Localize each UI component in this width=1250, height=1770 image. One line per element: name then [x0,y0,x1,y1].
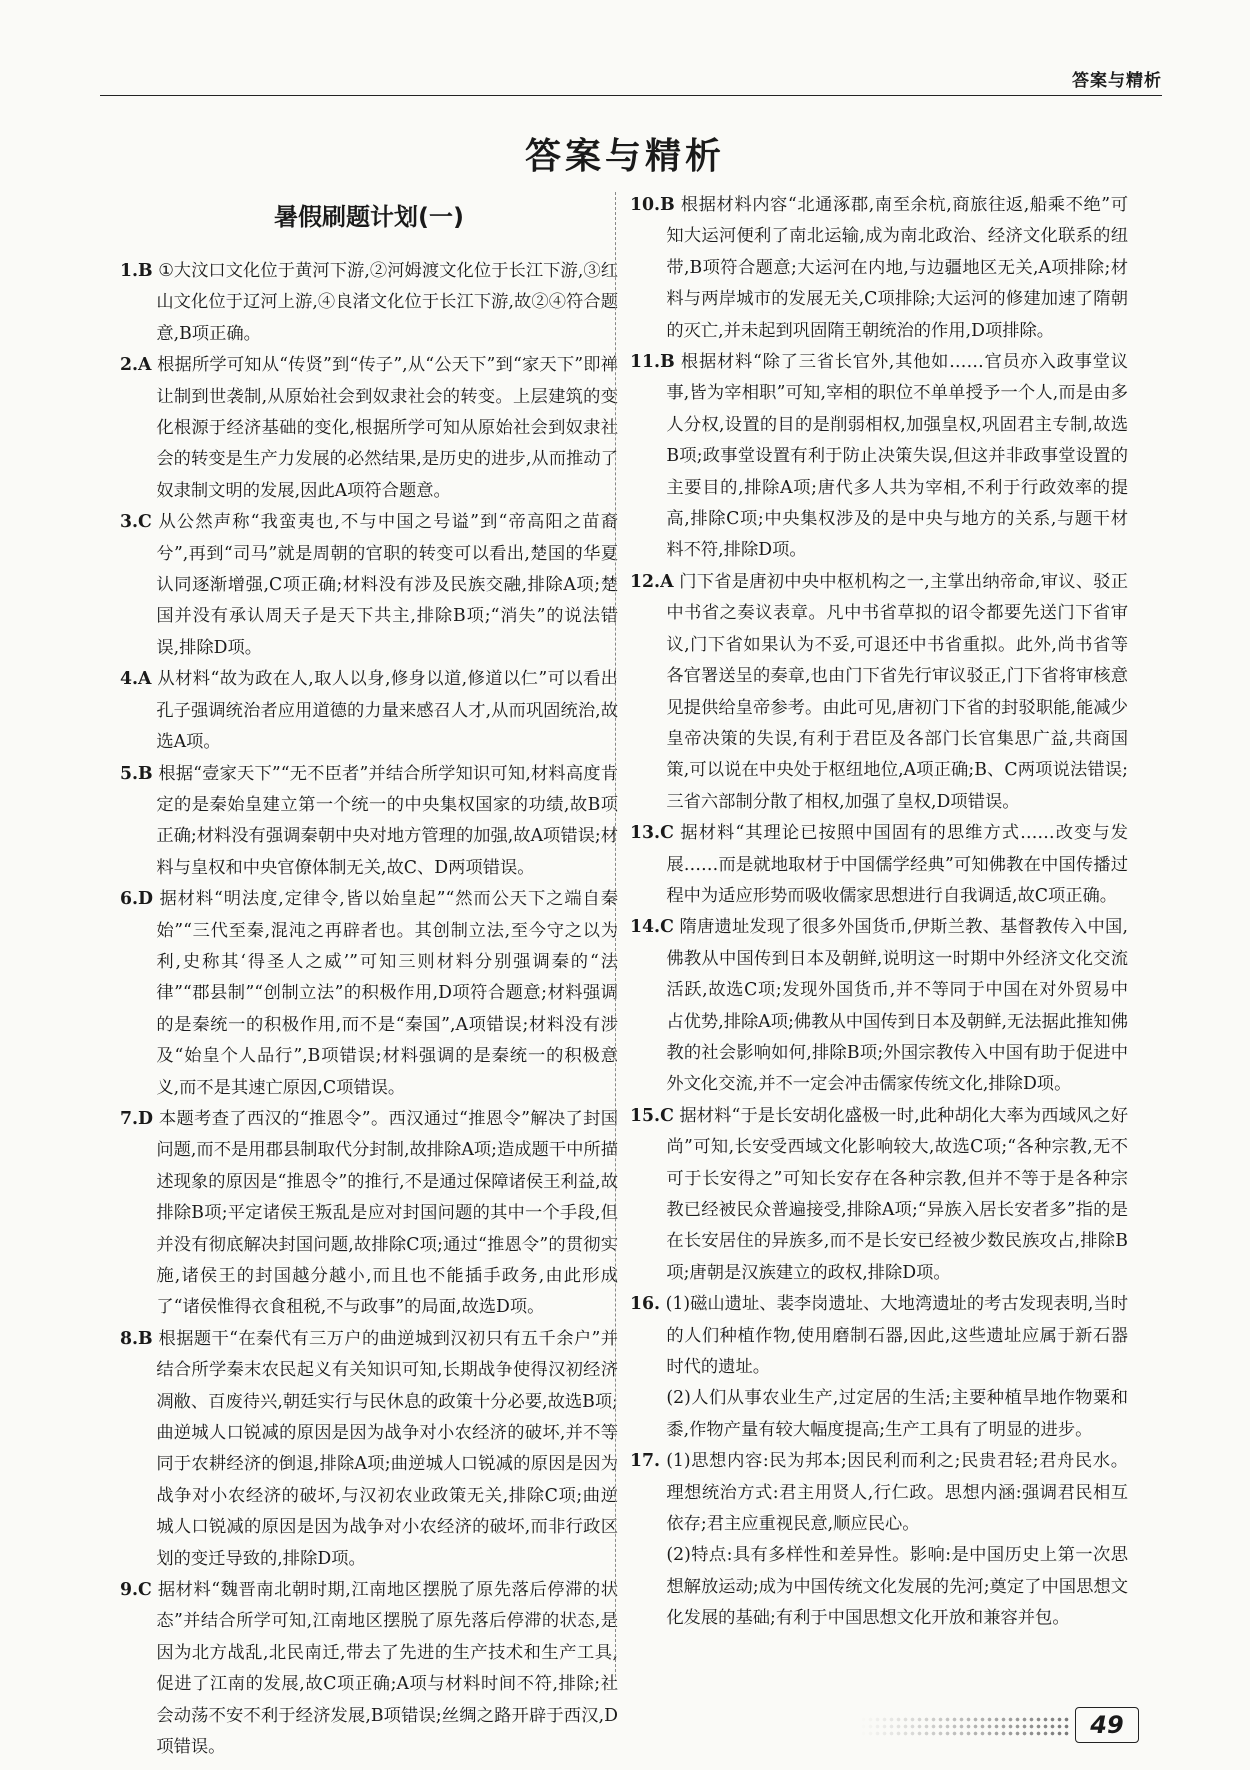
answer-item [630,818,1128,912]
answer-subpart: (2)人们从事农业生产,过定居的生活;主要种植旱地作物粟和黍,作物产量有较大幅度提高;生产工具有了明显的进步。 [666,1388,1128,1440]
answer-number: 7.D [120,1108,154,1129]
answer-number: 11.B [630,352,675,373]
footer-dot-pattern [860,1716,1070,1738]
answer-item [630,912,1128,1100]
answer-item [120,1575,618,1763]
answer-text: 根据题干“在秦代有三万户的曲逆城到汉初只有五千余户”并结合所学秦末农民起义有关知识可知,长期战争使得汉初经济凋敝、百废待兴,朝廷实行与民休息的政策十分必要,故选B项;曲逆城人口锐减的原因是因为战争对小农经济的破坏,并不等同于农耕经济的倒退,排除A项;曲逆城人口锐减的原因是因为战争对小农经济的破坏,与汉初农业政策无关,排除C项;曲逆城人口锐减的原因是因为战争对小农经济的破坏,而非行政区划的变迁导致的,排除D项。 [156,1328,618,1569]
left-column [120,190,618,1764]
answer-item [120,759,618,885]
answer-number: 6.D [120,889,154,910]
left-answer-list [120,256,618,1764]
answer-text: (1)磁山遗址、裴李岗遗址、大地湾遗址的考古发现表明,当时的人们种植作物,使用磨制石器,因此,这些遗址应属于新石器时代的遗址。 [665,1294,1128,1378]
answer-item [120,1104,618,1324]
answer-text: 门下省是唐初中央中枢机构之一,主掌出纳帝命,审议、驳正中书省之奏议表章。凡中书省草拟的诏令都要先送门下省审议,门下省如果认为不妥,可退还中书省重拟。此外,尚书省等各官署送呈的奏章,也由门下省先行审议驳正,门下省将审核意见提供给皇帝参考。由此可见,唐初门下省的封驳职能,能减少皇帝决策的失误,有利于君臣及各部门长官集思广益,共商国策,可以说在中央处于枢纽地位,A项正确;B、C两项说法错误;三省六部制分散了相权,加强了皇权,D项错误。 [666,571,1128,812]
answer-number: 10.B [630,195,675,215]
answer-number: 4.A [120,669,152,690]
answer-number: 14.C [630,917,674,938]
answer-number: 15.C [630,1105,674,1126]
answer-number: 17. [630,1451,661,1472]
answer-number: 5.B [120,763,153,784]
answer-subpart: (2)特点:具有多样性和差异性。影响:是中国历史上第一次思想解放运动;成为中国传统文化发展的先河;奠定了中国思想文化发展的基础;有利于中国思想文化开放和兼容并包。 [666,1545,1128,1629]
answer-item [120,1324,618,1575]
right-answer-list [630,190,1128,1635]
answer-text: 据材料“明法度,定律令,皆以始皇起”“然而公天下之端自秦始”“三代至秦,混沌之再辟者也。其创制立法,至今守之以为利,史称其‘得圣人之威’”可知三则材料分别强调秦的“法律”“郡县制”“创制立法”的积极作用,D项符合题意;材料强调的是秦统一的积极作用,而不是“秦国”,A项错误;材料没有涉及“始皇个人品行”,B项错误;材料强调的是秦统一的积极意义,而不是其速亡原因,C项错误。 [156,889,618,1098]
answer-text: 从公然声称“我蛮夷也,不与中国之号谥”到“帝高阳之苗裔兮”,再到“司马”就是周朝的官职的转变可以看出,楚国的华夏认同逐渐增强,C项正确;材料没有涉及民族交融,排除A项;楚国并没有承认周天子是天下共主,排除B项;“消失”的说法错误,排除D项。 [156,512,618,658]
answer-number: 8.B [120,1328,153,1349]
answer-number: 2.A [120,355,152,376]
answer-text: 据材料“其理论已按照中国固有的思维方式……改变与发展……而是就地取材于中国儒学经典”可知佛教在中国传播过程中为适应形势而吸收儒家思想进行自我调适,故C项正确。 [666,823,1128,906]
answer-item [630,567,1128,818]
right-column [630,190,1128,1635]
answer-text: 根据所学可知从“传贤”到“传子”,从“公天下”到“家天下”即禅让制到世袭制,从原始社会到奴隶社会的转变。上层建筑的变化根源于经济基础的变化,根据所学可知从原始社会到奴隶社会的转变是生产力发展的必然结果,是历史的进步,从而推动了奴隶制文明的发展,因此A项符合题意。 [156,355,618,501]
answer-number: 12.A [630,571,674,592]
answer-text: (1)思想内容:民为邦本;因民利而利之;民贵君轻;君舟民水。理想统治方式:君主用贤人,行仁政。思想内涵:强调君民相互依存;君主应重视民意,顺应民心。 [666,1451,1128,1535]
answer-item [630,190,1128,347]
answer-number: 13.C [630,823,674,844]
page-title: 答案与精析 [524,136,725,177]
answer-number: 9.C [120,1580,152,1601]
answer-text: 本题考查了西汉的“推恩令”。西汉通过“推恩令”解决了封国问题,而不是用郡县制取代分封制,故排除A项;造成题干中所描述现象的原因是“推恩令”的推行,不是通过保障诸侯王利益,故排除B项;平定诸侯王叛乱是应对封国问题的其中一个手段,但并没有彻底解决封国问题,故排除C项;通过“推恩令”的贯彻实施,诸侯王的封国越分越小,而且也不能插手政务,由此形成了“诸侯惟得衣食租税,不与政事”的局面,故选D项。 [156,1108,618,1318]
answer-text: 据材料“于是长安胡化盛极一时,此种胡化大率为西域风之好尚”可知,长安受西域文化影响较大,故选C项;“各种宗教,无不可于长安得之”可知长安存在各种宗教,但并不等于是各种宗教已经被民众普遍接受,排除A项;“异族入居长安者多”指的是在长安居住的异族多,而不是长安已经被少数民族攻占,排除B项;唐朝是汉族建立的政权,排除D项。 [666,1105,1128,1283]
column-divider [615,192,616,1677]
answer-number: 16. [630,1294,661,1315]
header-rule [100,95,1162,96]
answer-item [630,1446,1128,1540]
answer-text: 根据“壹家天下”“无不臣者”并结合所学知识可知,材料高度肯定的是秦始皇建立第一个统一的中央集权国家的功绩,故B项正确;材料没有强调秦朝中央对地方管理的加强,故A项错误;材料与皇权和中央官僚体制无关,故C、D两项错误。 [156,763,618,878]
answer-text: 根据材料“除了三省长官外,其他如……官员亦入政事堂议事,皆为宰相职”可知,宰相的职位不单单授予一个人,而是由多人分权,设置的目的是削弱相权,加强皇权,巩固君主专制,故选B项;政事堂设置有利于防止决策失误,但这并非政事堂设置的主要目的,排除A项;唐代多人共为宰相,不利于行政效率的提高,排除C项;中央集权涉及的是中央与地方的关系,与题干材料不符,排除D项。 [666,352,1128,561]
answer-text: 隋唐遗址发现了很多外国货币,伊斯兰教、基督教传入中国,佛教从中国传到日本及朝鲜,说明这一时期中外经济文化交流活跃,故选C项;发现外国货币,并不等同于中国在对外贸易中占优势,排除A项;佛教从中国传到日本及朝鲜,无法据此推知佛教的社会影响如何,排除B项;外国宗教传入中国有助于促进中外文化交流,并不一定会冲击儒家传统文化,排除D项。 [666,917,1128,1095]
answer-item [120,884,618,1104]
answer-item [630,1289,1128,1383]
answer-text: 根据材料内容“北通涿郡,南至余杭,商旅往返,船乘不绝”可知大运河便利了南北运输,成为南北政治、经济文化联系的纽带,B项符合题意;大运河在内地,与边疆地区无关,A项排除;材料与两岸城市的发展无关,C项排除;大运河的修建加速了隋朝的灭亡,并未起到巩固隋王朝统治的作用,D项排除。 [666,195,1128,341]
page-number: 49 [1075,1707,1139,1743]
running-header: 答案与精析 [1072,71,1162,91]
answer-item [630,1101,1128,1289]
answer-text: 从材料“故为政在人,取人以身,修身以道,修道以仁”可以看出孔子强调统治者应用道德的力量来感召人才,从而巩固统治,故选A项。 [156,669,618,753]
answer-item [120,350,618,507]
section-title: 暑假刷题计划(一) [274,203,464,231]
answer-item [120,664,618,758]
answer-item [120,256,618,350]
answer-text: ①大汶口文化位于黄河下游,②河姆渡文化位于长江下游,③红山文化位于辽河上游,④良渚文化位于长江下游,故②④符合题意,B项正确。 [156,261,618,344]
answer-item [120,507,618,664]
answer-number: 1.B [120,261,153,281]
answer-number: 3.C [120,512,152,533]
answer-item [630,347,1128,567]
answer-text: 据材料“魏晋南北朝时期,江南地区摆脱了原先落后停滞的状态”并结合所学可知,江南地区摆脱了原先落后停滞的状态,是因为北方战乱,北民南迁,带去了先进的生产技术和生产工具,促进了江南的发展,故C项正确;A项与材料时间不符,排除;社会动荡不安不利于经济发展,B项错误;丝绸之路开辟于西汉,D项错误。 [156,1580,618,1758]
